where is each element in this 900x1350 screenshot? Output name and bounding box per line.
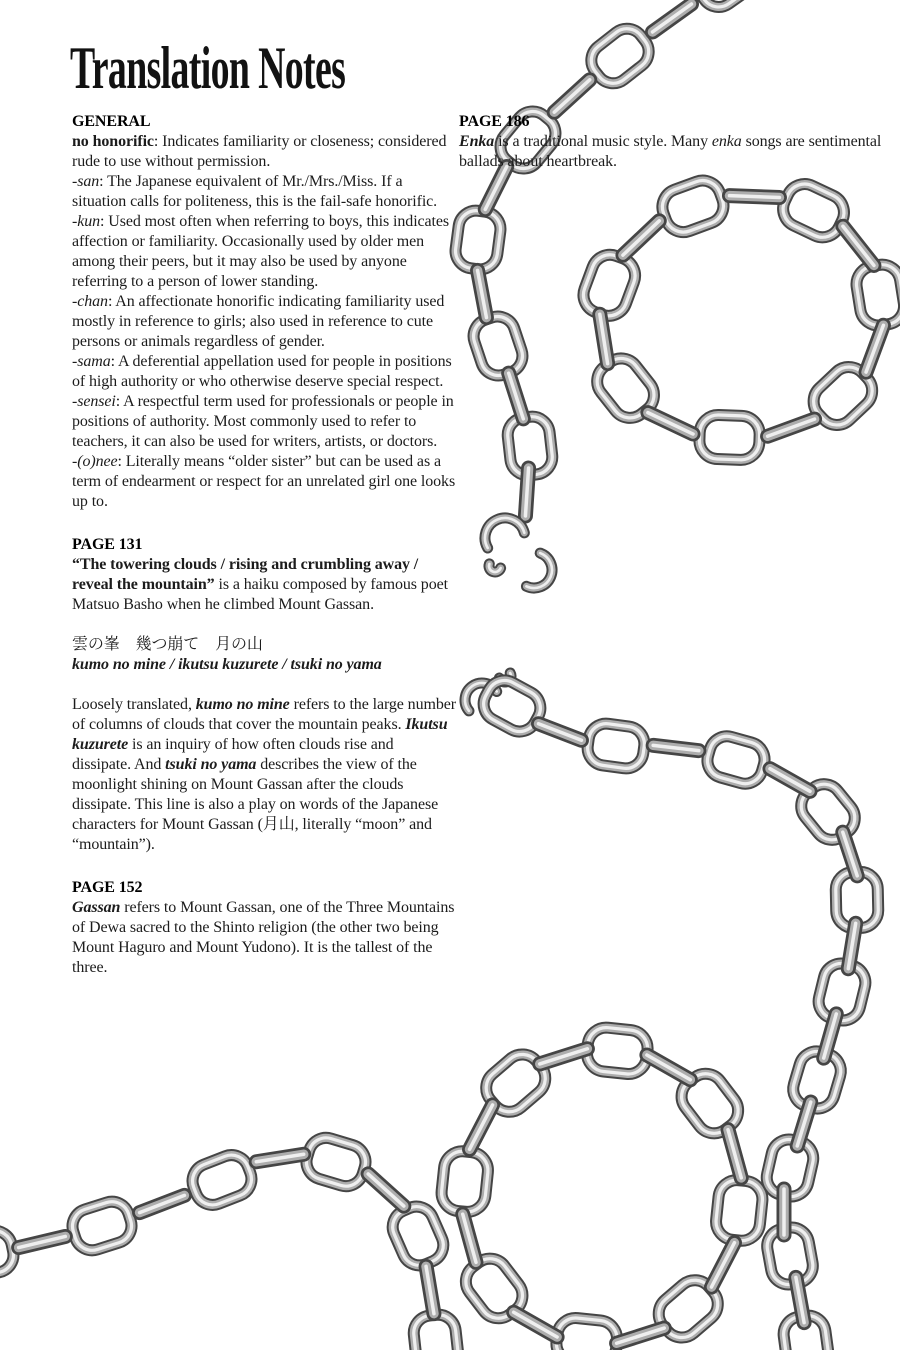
text-run: songs are sentimental ballads about heartbreak. bbox=[459, 133, 882, 170]
text-run: is an inquiry of how often clouds rise and dissipate. And bbox=[72, 736, 394, 773]
section bbox=[72, 112, 456, 512]
text-run: -chan bbox=[72, 293, 108, 310]
right-column bbox=[459, 112, 883, 172]
text-run: : An affectionate honorific indicating familiarity used mostly in reference to girls; also used in reference to cute persons or animals regardless of gender. bbox=[72, 293, 445, 350]
left-column bbox=[72, 112, 456, 978]
text-run: -(o)nee bbox=[72, 453, 118, 470]
text-run: -sama bbox=[72, 353, 111, 370]
paragraph bbox=[72, 172, 456, 212]
paragraph bbox=[72, 695, 456, 855]
text-run: : Used most often when referring to boys, this indicates affection or familiarity. Occasionally used by older men among their peers, but it may also be used by anyone referring to a person of lower standing. bbox=[72, 213, 450, 290]
text-run: kumo no mine bbox=[195, 696, 290, 713]
text-run: enka bbox=[711, 133, 742, 150]
text-run: -sensei bbox=[72, 393, 116, 410]
section-heading: GENERAL bbox=[72, 113, 151, 130]
text-run: Ikutsu kuzurete bbox=[72, 716, 448, 753]
text-run: tsuki no yama bbox=[165, 756, 257, 773]
text-run: : A deferential appellation used for people in positions of high authority or who otherwise deserve special respect. bbox=[72, 353, 452, 390]
paragraph bbox=[72, 635, 456, 655]
text-run: is a haiku composed by famous poet Matsuo Basho when he climbed Mount Gassan. bbox=[72, 576, 448, 613]
paragraph bbox=[72, 212, 456, 292]
chain-bottom-left bbox=[0, 1134, 460, 1350]
section bbox=[72, 878, 456, 978]
paragraph bbox=[72, 132, 456, 172]
text-run: describes the view of the moonlight shining on Mount Gassan after the clouds dissipate. This line is also a play on words of the Japanese characters for Mount Gassan (月山, literally “moon” and “mountain”). bbox=[72, 756, 439, 853]
text-run: Loosely translated, bbox=[72, 696, 196, 713]
text-run: -san bbox=[72, 173, 100, 190]
paragraph bbox=[72, 655, 456, 675]
paragraph bbox=[72, 352, 456, 392]
text-run: “The towering clouds / rising and crumbling away / reveal the mountain” bbox=[72, 556, 419, 593]
text-run: no honorific bbox=[72, 133, 154, 150]
section bbox=[72, 535, 456, 855]
paragraph bbox=[72, 392, 456, 452]
text-run: 雲の峯 幾つ崩て 月の山 bbox=[72, 636, 263, 653]
text-run: Gassan bbox=[72, 899, 121, 916]
text-run: refers to Mount Gassan, one of the Three Mountains of Dewa sacred to the Shinto religion (the other two being Mount Haguro and Mount Yudono). It is the tallest of the three. bbox=[72, 899, 455, 976]
paragraph bbox=[72, 898, 456, 978]
text-run: -kun bbox=[72, 213, 101, 230]
paragraph bbox=[459, 132, 883, 172]
text-run: Enka bbox=[459, 133, 495, 150]
section-heading: PAGE 186 bbox=[459, 113, 530, 130]
chain-top-right bbox=[453, 0, 900, 588]
text-run: : A respectful term used for professionals or people in positions of authority. Most commonly used to refer to teachers, it can also be used for writers, artists, or doctors. bbox=[72, 393, 454, 450]
chain-middle-right bbox=[440, 673, 879, 1350]
section-heading: PAGE 152 bbox=[72, 879, 143, 896]
section bbox=[459, 112, 883, 172]
text-run: kumo no mine / ikutsu kuzurete / tsuki no yama bbox=[72, 656, 382, 673]
page-title: Translation Notes bbox=[70, 35, 346, 101]
text-run: : Indicates familiarity or closeness; considered rude to use without permission. bbox=[72, 133, 447, 170]
paragraph bbox=[72, 292, 456, 352]
text-run: : The Japanese equivalent of Mr./Mrs./Miss. If a situation calls for politeness, this is the fail-safe honorific. bbox=[72, 173, 438, 210]
text-run: refers to the large number of columns of clouds that cover the mountain peaks. bbox=[72, 696, 456, 733]
text-run: is a traditional music style. Many bbox=[494, 133, 712, 150]
text-run: : Literally means “older sister” but can be used as a term of endearment or respect for an unrelated girl one looks up to. bbox=[72, 453, 456, 510]
paragraph bbox=[72, 555, 456, 615]
section-heading: PAGE 131 bbox=[72, 536, 143, 553]
paragraph bbox=[72, 452, 456, 512]
